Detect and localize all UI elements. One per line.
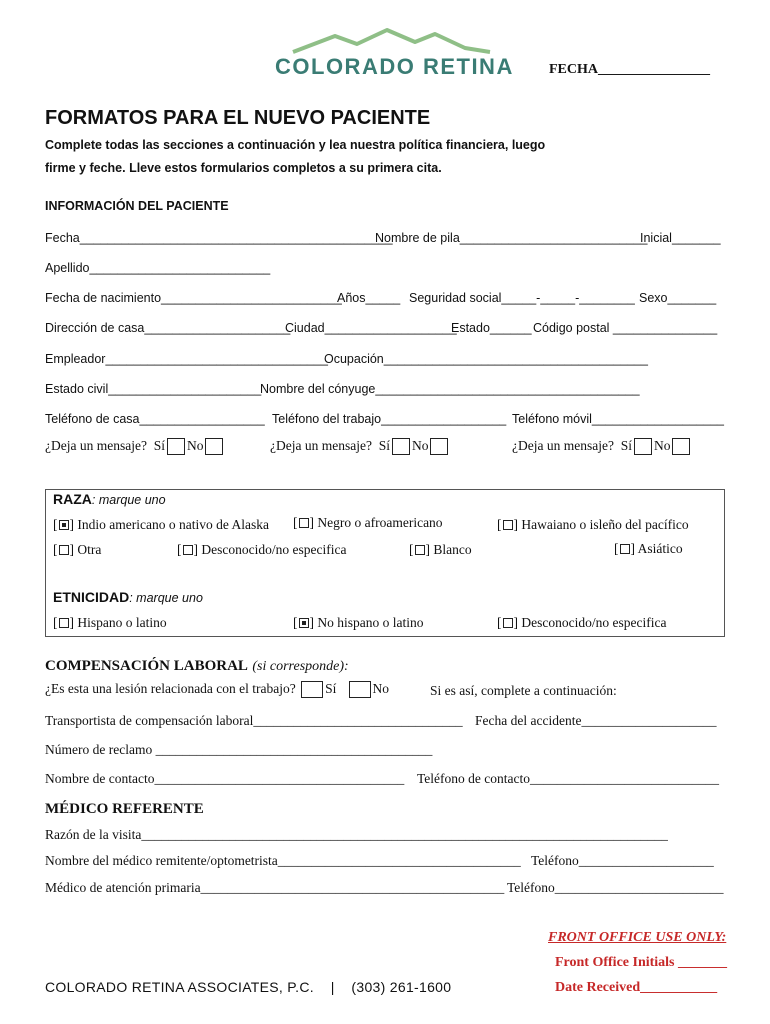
home-phone-field[interactable]: Teléfono de casa__________________ — [45, 412, 265, 426]
race-checkbox-0[interactable] — [59, 520, 69, 530]
footer-company: COLORADO RETINA ASSOCIATES, P.C. | (303) 261-1600 — [45, 979, 452, 995]
logo-text: COLORADO RETINA — [275, 54, 514, 79]
claim-number-field[interactable]: Número de reclamo _________________________________________ — [45, 742, 433, 757]
state-field[interactable]: Estado______ — [451, 321, 532, 335]
race-title: RAZA: marque uno — [53, 491, 166, 507]
contact-name-field[interactable]: Nombre de contacto_____________________________________ — [45, 771, 405, 786]
race-option-0[interactable]: [ ] Indio americano o nativo de Alaska — [53, 517, 269, 532]
last-name-field[interactable]: Apellido__________________________ — [45, 261, 271, 275]
work-injury-question: ¿Es esta una lesión relacionada con el trabajo? Sí No — [45, 681, 389, 698]
front-office-label: FRONT OFFICE USE ONLY: — [548, 930, 727, 945]
work-injury-instruction: Si es así, complete a continuación: — [430, 683, 617, 698]
mountain-logo-icon — [275, 26, 505, 56]
intro-line-2: firme y feche. Lleve estos formularios completos a su primera cita. — [45, 161, 442, 175]
pcp-field[interactable]: Médico de atención primaria_____________________________________________ — [45, 880, 505, 895]
message-work-yes-checkbox[interactable] — [392, 438, 410, 455]
age-field[interactable]: Años_____ — [337, 291, 401, 305]
spouse-name-field[interactable]: Nombre del cónyuge______________________________________ — [260, 382, 640, 396]
intro-line-1: Complete todas las secciones a continuación y lea nuestra política financiera, luego — [45, 138, 546, 152]
logo — [275, 26, 514, 82]
work-phone-field[interactable]: Teléfono del trabajo__________________ — [272, 412, 507, 426]
message-mobile: ¿Deja un mensaje? Sí No — [512, 438, 692, 455]
race-option-4[interactable]: [ ] Desconocido/no especifica — [177, 542, 347, 557]
visit-reason-field[interactable]: Razón de la visita______________________________________________________________________________ — [45, 827, 668, 842]
referring-heading: MÉDICO REFERENTE — [45, 801, 204, 817]
occupation-field[interactable]: Ocupación______________________________________ — [324, 352, 648, 366]
message-work: ¿Deja un mensaje? Sí No — [270, 438, 450, 455]
pcp-phone-field[interactable]: Teléfono_________________________ — [507, 880, 724, 895]
page-title: FORMATOS PARA EL NUEVO PACIENTE — [45, 107, 431, 129]
ethnicity-checkbox-1[interactable] — [299, 618, 309, 628]
ethnicity-option-0[interactable]: [ ] Hispano o latino — [53, 615, 167, 630]
front-office-initials-field[interactable]: Front Office Initials _______ — [555, 955, 728, 970]
date-field[interactable]: Fecha_____________________________________________ — [45, 231, 393, 245]
race-checkbox-5[interactable] — [415, 545, 425, 555]
referring-phone-field[interactable]: Teléfono____________________ — [531, 853, 714, 868]
race-checkbox-3[interactable] — [59, 545, 69, 555]
ethnicity-title: ETNICIDAD: marque uno — [53, 589, 203, 605]
workers-comp-heading: COMPENSACIÓN LABORAL (si corresponde): — [45, 658, 349, 674]
patient-info-heading: INFORMACIÓN DEL PACIENTE — [45, 199, 229, 213]
message-home: ¿Deja un mensaje? Sí No — [45, 438, 225, 455]
sex-field[interactable]: Sexo_______ — [639, 291, 717, 305]
header-date-field[interactable]: FECHA________________ — [549, 62, 710, 77]
ethnicity-checkbox-0[interactable] — [59, 618, 69, 628]
address-field[interactable]: Dirección de casa_____________________ — [45, 321, 291, 335]
race-checkbox-4[interactable] — [183, 545, 193, 555]
city-field[interactable]: Ciudad___________________ — [285, 321, 457, 335]
zip-field[interactable]: Código postal _______________ — [533, 321, 718, 335]
ssn-field[interactable]: Seguridad social_____-_____-________ — [409, 291, 635, 305]
contact-phone-field[interactable]: Teléfono de contacto____________________________ — [417, 771, 720, 786]
message-home-yes-checkbox[interactable] — [167, 438, 185, 455]
accident-date-field[interactable]: Fecha del accidente____________________ — [475, 713, 717, 728]
race-option-5[interactable]: [ ] Blanco — [409, 542, 472, 557]
ethnicity-checkbox-2[interactable] — [503, 618, 513, 628]
first-name-field[interactable]: Nombre de pila___________________________ — [375, 231, 648, 245]
referring-doctor-field[interactable]: Nombre del médico remitente/optometrista____________________________________ — [45, 853, 521, 868]
ethnicity-option-2[interactable]: [ ] Desconocido/no especifica — [497, 615, 667, 630]
message-home-no-checkbox[interactable] — [205, 438, 223, 455]
race-option-2[interactable]: [ ] Hawaiano o isleño del pacífico — [497, 517, 689, 532]
initial-field[interactable]: Inicial_______ — [640, 231, 721, 245]
work-injury-yes-checkbox[interactable] — [301, 681, 323, 698]
employer-field[interactable]: Empleador________________________________ — [45, 352, 328, 366]
mobile-phone-field[interactable]: Teléfono móvil___________________ — [512, 412, 724, 426]
race-checkbox-1[interactable] — [299, 518, 309, 528]
race-option-6[interactable]: [ ] Asiático — [614, 541, 683, 556]
race-checkbox-2[interactable] — [503, 520, 513, 530]
message-mobile-yes-checkbox[interactable] — [634, 438, 652, 455]
date-received-field[interactable]: Date Received___________ — [555, 980, 718, 995]
work-injury-no-checkbox[interactable] — [349, 681, 371, 698]
race-option-3[interactable]: [ ] Otra — [53, 542, 102, 557]
comp-carrier-field[interactable]: Transportista de compensación laboral_______________________________ — [45, 713, 463, 728]
marital-status-field[interactable]: Estado civil______________________ — [45, 382, 262, 396]
race-option-1[interactable]: [ ] Negro o afroamericano — [293, 515, 443, 530]
race-checkbox-6[interactable] — [620, 544, 630, 554]
message-work-no-checkbox[interactable] — [430, 438, 448, 455]
ethnicity-option-1[interactable]: [ ] No hispano o latino — [293, 615, 424, 630]
message-mobile-no-checkbox[interactable] — [672, 438, 690, 455]
birthdate-field[interactable]: Fecha de nacimiento__________________________ — [45, 291, 342, 305]
